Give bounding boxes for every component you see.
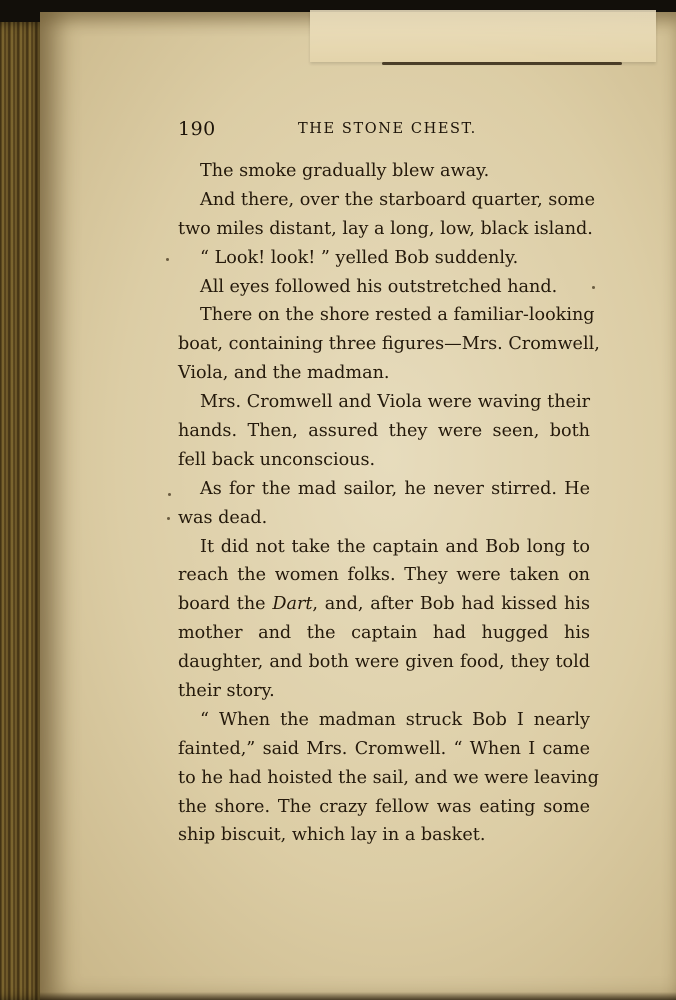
text-line: reach the women folks. They were taken on	[178, 565, 590, 586]
paper-tape-strip	[310, 10, 656, 62]
ship-name: Dart	[272, 594, 313, 615]
page-number: 190	[178, 118, 216, 140]
text-line: ship biscuit, which lay in a basket.	[178, 825, 486, 846]
ink-speck	[592, 286, 595, 289]
text-line: hands. Then, assured they were seen, both	[178, 421, 590, 442]
ink-speck	[166, 258, 169, 261]
text-line: “ When the madman struck Bob I nearly	[200, 709, 590, 730]
tape-shadow-rule	[382, 62, 622, 65]
text-line: daughter, and both were given food, they told	[178, 652, 590, 673]
text-line: mother and the captain had hugged his	[178, 623, 590, 644]
page-header	[178, 118, 588, 144]
text-line: board the Dart, and, after Bob had kissed his	[178, 594, 590, 615]
text-line: fell back unconscious.	[178, 449, 376, 470]
text-line: “ Look! look! ” yelled Bob suddenly.	[200, 247, 519, 268]
body-text	[178, 157, 600, 850]
text-line: The smoke gradually blew away.	[200, 161, 490, 181]
ink-speck	[167, 517, 170, 520]
text-line: And there, over the starboard quarter, some	[200, 189, 596, 210]
ink-speck	[168, 493, 171, 496]
text-line: their story.	[178, 681, 275, 702]
text-line: boat, containing three figures—Mrs. Cromwell,	[178, 334, 600, 355]
text-line: Viola, and the madman.	[178, 363, 390, 384]
running-head: THE STONE CHEST.	[298, 121, 477, 137]
text-line: There on the shore rested a familiar-looking	[200, 305, 595, 326]
text-line: two miles distant, lay a long, low, black island.	[178, 218, 593, 239]
text-line: fainted,” said Mrs. Cromwell. “ When I came	[178, 738, 590, 759]
text-line: All eyes followed his outstretched hand.	[200, 276, 558, 297]
text-line: As for the mad sailor, he never stirred. He	[200, 478, 590, 499]
text-line: the shore. The crazy fellow was eating some	[178, 796, 590, 817]
text-line: Mrs. Cromwell and Viola were waving their	[200, 392, 590, 413]
text-line: to he had hoisted the sail, and we were leaving	[178, 767, 599, 788]
text-line: was dead.	[178, 507, 268, 528]
page-bottom-shadow	[40, 992, 676, 1000]
text-line: It did not take the captain and Bob long to	[200, 536, 590, 557]
